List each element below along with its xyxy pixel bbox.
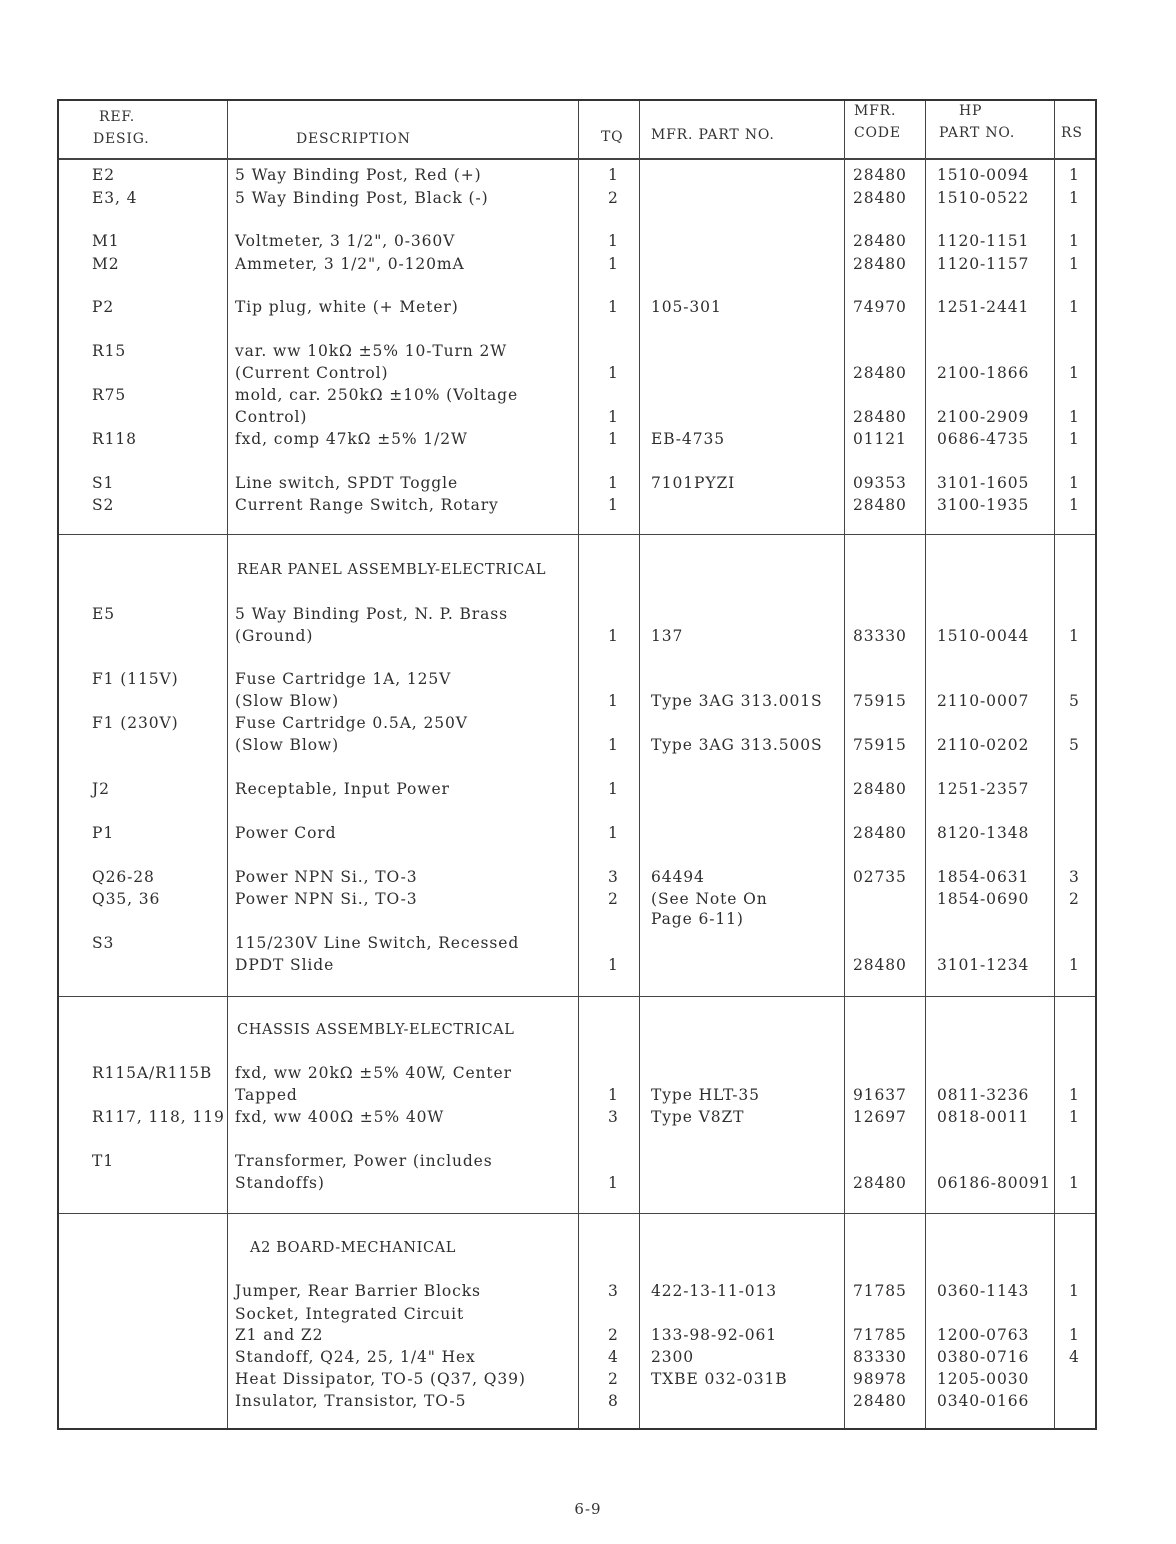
cell-hp: 1854-0631 <box>937 868 1030 886</box>
cell-tq: 8 <box>608 1392 619 1410</box>
cell-hp: 1510-0044 <box>937 627 1030 645</box>
cell-desc: 5 Way Binding Post, Black (-) <box>235 189 489 207</box>
cell-desc: Standoff, Q24, 25, 1/4" Hex <box>235 1348 476 1366</box>
section-divider <box>59 534 1095 535</box>
cell-hp: 8120-1348 <box>937 824 1030 842</box>
column-divider <box>639 101 640 1428</box>
cell-hp: 06186-80091 <box>937 1174 1051 1192</box>
cell-tq: 1 <box>608 824 619 842</box>
cell-mfr: 137 <box>651 627 684 645</box>
cell-desc: Power Cord <box>235 824 337 842</box>
cell-code: 02735 <box>853 868 907 886</box>
section-divider <box>59 996 1095 997</box>
section-title: REAR PANEL ASSEMBLY-ELECTRICAL <box>237 562 547 578</box>
cell-ref: P1 <box>92 824 115 842</box>
cell-desc: Jumper, Rear Barrier Blocks <box>235 1282 481 1300</box>
cell-ref: S1 <box>92 474 115 492</box>
cell-tq: 1 <box>608 956 619 974</box>
cell-hp: 0340-0166 <box>937 1392 1030 1410</box>
cell-code: 28480 <box>853 496 907 514</box>
cell-code: 28480 <box>853 1174 907 1192</box>
cell-tq: 1 <box>608 627 619 645</box>
cell-mfr: 64494 <box>651 868 705 886</box>
cell-rs: 1 <box>1069 232 1080 250</box>
cell-mfr: Type 3AG 313.001S <box>651 692 823 710</box>
cell-desc: Current Range Switch, Rotary <box>235 496 499 514</box>
cell-rs: 1 <box>1069 298 1080 316</box>
cell-code: 28480 <box>853 408 907 426</box>
cell-tq: 2 <box>608 1326 619 1344</box>
cell-ref: E5 <box>92 605 115 623</box>
cell-desc: (Ground) <box>235 627 314 645</box>
cell-hp: 3101-1605 <box>937 474 1030 492</box>
cell-ref: S3 <box>92 934 115 952</box>
cell-ref: S2 <box>92 496 115 514</box>
section-title: CHASSIS ASSEMBLY-ELECTRICAL <box>237 1022 515 1038</box>
header-ref-line2: DESIG. <box>93 131 150 147</box>
cell-rs: 1 <box>1069 364 1080 382</box>
header-description: DESCRIPTION <box>296 131 411 147</box>
cell-hp: 2100-1866 <box>937 364 1030 382</box>
cell-ref: P2 <box>92 298 115 316</box>
cell-desc: Power NPN Si., TO-3 <box>235 890 418 908</box>
cell-desc: Transformer, Power (includes <box>235 1152 493 1170</box>
cell-hp: 1200-0763 <box>937 1326 1030 1344</box>
cell-rs: 1 <box>1069 166 1080 184</box>
cell-desc: Fuse Cartridge 1A, 125V <box>235 670 452 688</box>
cell-mfr: Type HLT-35 <box>651 1086 760 1104</box>
cell-code: 74970 <box>853 298 907 316</box>
header-tq: TQ <box>601 129 624 145</box>
cell-hp: 3101-1234 <box>937 956 1030 974</box>
header-hp-line1: HP <box>959 103 983 119</box>
cell-desc: Ammeter, 3 1/2", 0-120mA <box>235 255 465 273</box>
cell-tq: 1 <box>608 780 619 798</box>
cell-code: 83330 <box>853 1348 907 1366</box>
cell-hp: 1510-0522 <box>937 189 1030 207</box>
cell-tq: 1 <box>608 496 619 514</box>
cell-desc: Tip plug, white (+ Meter) <box>235 298 459 316</box>
cell-tq: 3 <box>608 1282 619 1300</box>
cell-hp: 0686-4735 <box>937 430 1030 448</box>
cell-desc: Socket, Integrated Circuit <box>235 1305 465 1323</box>
cell-code: 75915 <box>853 736 907 754</box>
cell-hp: 1510-0094 <box>937 166 1030 184</box>
cell-hp: 1854-0690 <box>937 890 1030 908</box>
cell-rs: 1 <box>1069 956 1080 974</box>
cell-mfr: 7101PYZI <box>651 474 736 492</box>
cell-mfr: 133-98-92-061 <box>651 1326 778 1344</box>
cell-hp: 0360-1143 <box>937 1282 1030 1300</box>
cell-ref: T1 <box>92 1152 114 1170</box>
cell-tq: 1 <box>608 1174 619 1192</box>
cell-rs: 1 <box>1069 189 1080 207</box>
cell-tq: 1 <box>608 474 619 492</box>
cell-desc: mold, car. 250kΩ ±10% (Voltage <box>235 386 519 404</box>
cell-desc: fxd, ww 20kΩ ±5% 40W, Center <box>235 1064 512 1082</box>
cell-rs: 5 <box>1069 736 1080 754</box>
column-divider <box>925 101 926 1428</box>
cell-code: 71785 <box>853 1282 907 1300</box>
header-hp-line2: PART NO. <box>939 125 1016 141</box>
cell-code: 28480 <box>853 166 907 184</box>
cell-hp: 2110-0202 <box>937 736 1030 754</box>
cell-tq: 1 <box>608 430 619 448</box>
cell-desc: 115/230V Line Switch, Recessed <box>235 934 520 952</box>
cell-ref: R115A/R115B <box>92 1064 213 1082</box>
cell-ref: Q35, 36 <box>92 890 161 908</box>
cell-code: 28480 <box>853 189 907 207</box>
cell-desc: Voltmeter, 3 1/2", 0-360V <box>235 232 456 250</box>
cell-ref: E2 <box>92 166 115 184</box>
cell-desc: Receptable, Input Power <box>235 780 450 798</box>
cell-desc: (Current Control) <box>235 364 389 382</box>
cell-tq: 1 <box>608 232 619 250</box>
cell-code: 28480 <box>853 956 907 974</box>
cell-tq: 3 <box>608 868 619 886</box>
cell-ref: R15 <box>92 342 127 360</box>
header-rs: RS <box>1061 125 1083 141</box>
cell-code: 28480 <box>853 780 907 798</box>
cell-code: 71785 <box>853 1326 907 1344</box>
cell-hp: 3100-1935 <box>937 496 1030 514</box>
cell-desc: Power NPN Si., TO-3 <box>235 868 418 886</box>
cell-tq: 4 <box>608 1348 619 1366</box>
header-divider <box>59 158 1095 160</box>
cell-ref: F1 (115V) <box>92 670 179 688</box>
cell-desc: var. ww 10kΩ ±5% 10-Turn 2W <box>235 342 508 360</box>
cell-mfr: 105-301 <box>651 298 722 316</box>
cell-hp: 2110-0007 <box>937 692 1030 710</box>
cell-rs: 3 <box>1069 868 1080 886</box>
cell-rs: 1 <box>1069 1282 1080 1300</box>
cell-mfr: Type V8ZT <box>651 1108 745 1126</box>
cell-rs: 5 <box>1069 692 1080 710</box>
cell-mfr: (See Note On <box>651 890 768 908</box>
cell-ref: R75 <box>92 386 127 404</box>
cell-desc: Heat Dissipator, TO-5 (Q37, Q39) <box>235 1370 526 1388</box>
cell-tq: 3 <box>608 1108 619 1126</box>
cell-hp: 1120-1151 <box>937 232 1030 250</box>
header-mfr-code-line1: MFR. <box>854 103 897 119</box>
page-number: 6-9 <box>574 1500 602 1518</box>
cell-code: 28480 <box>853 364 907 382</box>
section-divider <box>59 1213 1095 1214</box>
cell-code: 28480 <box>853 824 907 842</box>
cell-hp: 0818-0011 <box>937 1108 1030 1126</box>
cell-code: 75915 <box>853 692 907 710</box>
cell-ref: M2 <box>92 255 120 273</box>
cell-rs: 1 <box>1069 1174 1080 1192</box>
cell-tq: 1 <box>608 255 619 273</box>
cell-mfr: EB-4735 <box>651 430 725 448</box>
cell-hp: 2100-2909 <box>937 408 1030 426</box>
cell-ref: Q26-28 <box>92 868 155 886</box>
cell-ref: M1 <box>92 232 120 250</box>
cell-desc: 5 Way Binding Post, N. P. Brass <box>235 605 508 623</box>
cell-tq: 1 <box>608 1086 619 1104</box>
cell-ref: F1 (230V) <box>92 714 179 732</box>
cell-desc: Tapped <box>235 1086 298 1104</box>
cell-rs: 2 <box>1069 890 1080 908</box>
cell-ref: R117, 118, 119 <box>92 1108 225 1126</box>
cell-rs: 1 <box>1069 1086 1080 1104</box>
cell-desc: (Slow Blow) <box>235 736 340 754</box>
cell-rs: 1 <box>1069 1326 1080 1344</box>
cell-code: 28480 <box>853 232 907 250</box>
cell-code: 28480 <box>853 1392 907 1410</box>
cell-tq: 2 <box>608 890 619 908</box>
column-divider <box>1054 101 1055 1428</box>
cell-desc: Fuse Cartridge 0.5A, 250V <box>235 714 468 732</box>
cell-rs: 1 <box>1069 496 1080 514</box>
cell-code: 28480 <box>853 255 907 273</box>
cell-desc: Standoffs) <box>235 1174 325 1192</box>
header-mfr-code-line2: CODE <box>854 125 901 141</box>
column-divider <box>578 101 579 1428</box>
cell-tq: 2 <box>608 1370 619 1388</box>
cell-tq: 1 <box>608 166 619 184</box>
cell-desc: DPDT Slide <box>235 956 335 974</box>
cell-mfr: Page 6-11) <box>651 910 744 928</box>
section-title: A2 BOARD-MECHANICAL <box>250 1240 456 1256</box>
cell-rs: 1 <box>1069 474 1080 492</box>
cell-rs: 1 <box>1069 255 1080 273</box>
header-mfr-part: MFR. PART NO. <box>651 127 775 143</box>
cell-code: 83330 <box>853 627 907 645</box>
cell-mfr: Type 3AG 313.500S <box>651 736 823 754</box>
cell-tq: 1 <box>608 692 619 710</box>
cell-rs: 1 <box>1069 408 1080 426</box>
cell-code: 01121 <box>853 430 907 448</box>
header-ref-line1: REF. <box>99 109 135 125</box>
cell-desc: fxd, ww 400Ω ±5% 40W <box>235 1108 445 1126</box>
cell-hp: 1120-1157 <box>937 255 1030 273</box>
cell-rs: 1 <box>1069 1108 1080 1126</box>
cell-tq: 1 <box>608 408 619 426</box>
cell-code: 98978 <box>853 1370 907 1388</box>
cell-mfr: TXBE 032-031B <box>651 1370 788 1388</box>
cell-ref: J2 <box>92 780 110 798</box>
cell-desc: Insulator, Transistor, TO-5 <box>235 1392 467 1410</box>
cell-mfr: 2300 <box>651 1348 695 1366</box>
cell-desc: fxd, comp 47kΩ ±5% 1/2W <box>235 430 468 448</box>
cell-desc: Control) <box>235 408 308 426</box>
cell-desc: Line switch, SPDT Toggle <box>235 474 459 492</box>
cell-code: 12697 <box>853 1108 907 1126</box>
column-divider <box>227 101 228 1428</box>
cell-tq: 2 <box>608 189 619 207</box>
cell-hp: 0811-3236 <box>937 1086 1030 1104</box>
column-divider <box>844 101 845 1428</box>
cell-desc: Z1 and Z2 <box>235 1326 324 1344</box>
cell-hp: 1251-2441 <box>937 298 1030 316</box>
cell-rs: 4 <box>1069 1348 1080 1366</box>
cell-ref: R118 <box>92 430 137 448</box>
cell-desc: (Slow Blow) <box>235 692 340 710</box>
cell-mfr: 422-13-11-013 <box>651 1282 778 1300</box>
cell-code: 91637 <box>853 1086 907 1104</box>
cell-desc: 5 Way Binding Post, Red (+) <box>235 166 482 184</box>
cell-rs: 1 <box>1069 627 1080 645</box>
cell-tq: 1 <box>608 298 619 316</box>
cell-tq: 1 <box>608 364 619 382</box>
cell-hp: 1205-0030 <box>937 1370 1030 1388</box>
cell-rs: 1 <box>1069 430 1080 448</box>
cell-hp: 0380-0716 <box>937 1348 1030 1366</box>
cell-hp: 1251-2357 <box>937 780 1030 798</box>
cell-ref: E3, 4 <box>92 189 138 207</box>
cell-tq: 1 <box>608 736 619 754</box>
cell-code: 09353 <box>853 474 907 492</box>
